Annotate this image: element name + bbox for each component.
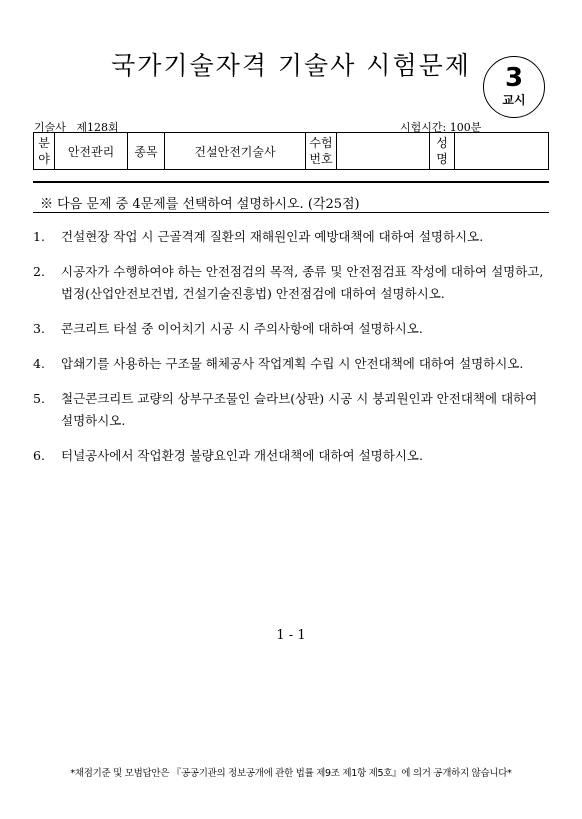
period-number: 3	[504, 63, 524, 93]
name-label: 성명	[430, 133, 455, 170]
question-number: 1.	[33, 229, 45, 244]
question-text: 철근콘크리트 교량의 상부구조물인 슬라브(상판) 시공 시 붕괴원인과 안전대책에 대하여 설명하시오.	[61, 391, 538, 428]
question-list	[33, 226, 553, 480]
question-item	[33, 318, 553, 340]
question-item	[33, 226, 553, 248]
question-text: 터널공사에서 작업환경 불량요인과 개선대책에 대하여 설명하시오.	[61, 448, 423, 463]
question-item	[33, 445, 553, 467]
question-text: 콘크리트 타설 중 이어치기 시공 시 주의사항에 대하여 설명하시오.	[61, 321, 423, 336]
period-label: 교시	[502, 93, 526, 107]
disclaimer-footer: *채점기준 및 모범답안은 『공공기관의 정보공개에 관한 법률 제9조 제1항 제5호』에 의거 공개하지 않습니다*	[70, 768, 512, 779]
question-number: 2.	[33, 264, 45, 279]
question-text: 시공자가 수행하여야 하는 안전점검의 목적, 종류 및 안전점검표 작성에 대하여 설명하고, 법정(산업안전보건법, 건설기술진흥법) 안전점검에 대하여 설명하시오.	[61, 264, 544, 301]
divider-thin	[33, 212, 549, 213]
question-item	[33, 261, 553, 305]
field-label: 분야	[34, 133, 55, 170]
name-field[interactable]	[455, 133, 549, 170]
item-value: 건설안전기술사	[165, 133, 306, 170]
page-number: 1 - 1	[276, 628, 306, 643]
exam-id-field[interactable]	[337, 133, 430, 170]
exam-time: 시험시간: 100분	[400, 121, 482, 134]
question-item	[33, 353, 553, 375]
question-number: 6.	[33, 448, 45, 463]
question-item	[33, 388, 553, 432]
question-number: 4.	[33, 356, 45, 371]
question-text: 건설현장 작업 시 근골격계 질환의 재해원인과 예방대책에 대하여 설명하시오.	[61, 229, 484, 244]
question-number: 5.	[33, 391, 45, 406]
question-number: 3.	[33, 321, 45, 336]
instruction-text: ※ 다음 문제 중 4문제를 선택하여 설명하시오. (각25점)	[40, 197, 360, 212]
item-label: 종목	[128, 133, 165, 170]
candidate-info-table	[33, 132, 549, 170]
exam-title: 국가기술자격 기술사 시험문제	[111, 51, 471, 80]
field-value: 안전관리	[55, 133, 128, 170]
exam-round: 기술사 제128회	[34, 121, 119, 134]
divider-thick	[33, 181, 549, 183]
exam-id-label: 수험번호	[306, 133, 337, 170]
question-text: 압쇄기를 사용하는 구조물 해체공사 작업계획 수립 시 안전대책에 대하여 설명하시오.	[61, 356, 524, 371]
period-badge	[483, 56, 545, 118]
